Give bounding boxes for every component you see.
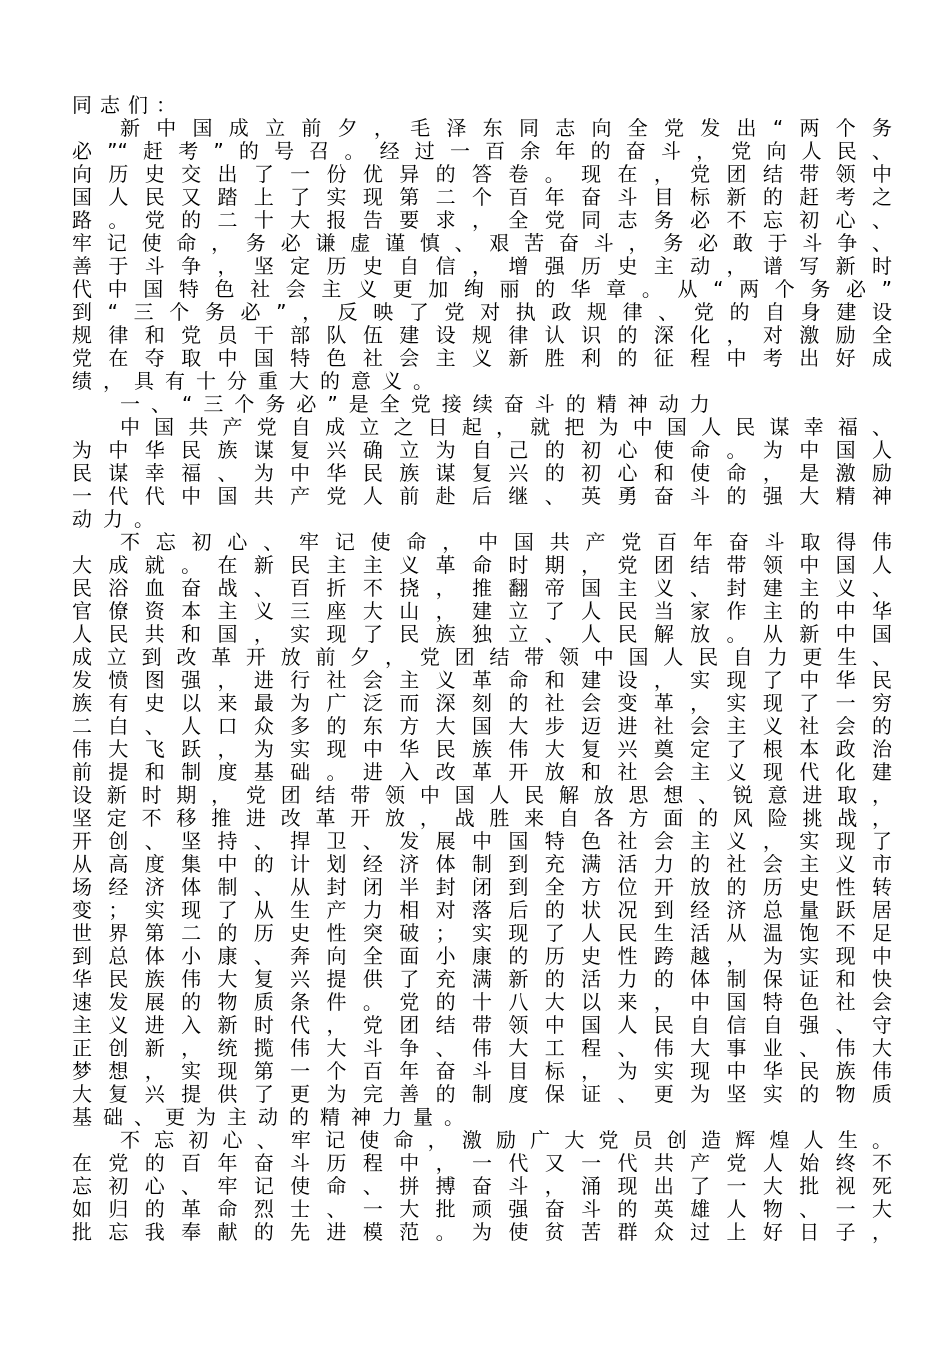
text-line: 场经济体制、从封闭半封闭到全方位开放的历史性转 (72, 875, 892, 899)
text-line: 一代代中国共产党人前赴后继、英勇奋斗的强大精神 (72, 484, 892, 508)
text-line: 忘初心、牢记使命、拼搏奋斗，涌现出了一大批视死 (72, 1174, 892, 1198)
text-line: 规律和党员干部队伍建设规律认识的深化，对激励全 (72, 323, 892, 347)
text-line: 如归的革命烈士、一大批顽强奋斗的英雄人物、一大 (72, 1197, 892, 1221)
document-page (72, 94, 892, 1244)
text-line: 动力。 (72, 507, 165, 531)
text-line: 世界第二的历史性突破；实现了人民生活从温饱不足 (72, 921, 892, 945)
text-line: 坚定不移推进改革开放，战胜来自各方面的风险挑战， (72, 806, 892, 830)
text-line: 善于斗争，坚定历史自信，增强历史主动，谱写新时 (72, 254, 892, 278)
text-line: 大复兴提供了更为完善的制度保证、更为坚实的物质 (72, 1082, 892, 1106)
text-line: 发愤图强，进行社会主义革命和建设，实现了中华民 (72, 668, 892, 692)
text-line: 族有史以来最为广泛而深刻的社会变革，实现了一穷 (72, 691, 892, 715)
text-line: 到总体小康、奔向全面小康的历史性跨越，为实现中 (72, 944, 892, 968)
text-line: 党在夺取中国特色社会主义新胜利的征程中考出好成 (72, 346, 892, 370)
text-line: 大成就。在新民主主义革命时期，党团结带领中国人 (72, 553, 892, 577)
text-line: 国人民又踏上了实现第二个百年奋斗目标新的赶考之 (72, 185, 892, 209)
text-line: 前提和制度基础。进入改革开放和社会主义现代化建 (72, 760, 892, 784)
text-line: 梦想，实现第一个百年奋斗目标，为实现中华民族伟 (72, 1059, 892, 1083)
text-line: 华民族伟大复兴提供了充满新的活力的体制保证和快 (72, 967, 892, 991)
text-line: 不忘初心、牢记使命，中国共产党百年奋斗取得伟 (120, 530, 892, 554)
text-line: 路。党的二十大报告要求，全党同志务必不忘初心、 (72, 208, 892, 232)
text-line: 必”“赶考”的号召。经过一百余年的奋斗，党向人民、 (72, 139, 892, 163)
text-line: 到“三个务必”，反映了党对执政规律、党的自身建设 (72, 300, 892, 324)
section-heading: 一、“三个务必”是全党接续奋斗的精神动力 (120, 392, 721, 416)
greeting: 同志们： (72, 93, 184, 117)
text-line: 伟大飞跃，为实现中华民族伟大复兴奠定了根本政治 (72, 737, 892, 761)
text-line: 批忘我奉献的先进模范。为使贫苦群众过上好日子， (72, 1220, 892, 1244)
text-line: 变；实现了从生产力相对落后的状况到经济总量跃居 (72, 898, 892, 922)
text-line: 基础、更为主动的精神力量。 (72, 1105, 475, 1129)
text-line: 从高度集中的计划经济体制到充满活力的社会主义市 (72, 852, 892, 876)
text-line: 正创新，统揽伟大斗争、伟大工程、伟大事业、伟大 (72, 1036, 892, 1060)
text-line: 不忘初心、牢记使命，激励广大党员创造辉煌人生。 (120, 1128, 892, 1152)
text-line: 绩，具有十分重大的意义。 (72, 369, 444, 393)
text-line: 设新时期，党团结带领中国人民解放思想、锐意进取， (72, 783, 892, 807)
text-line: 成立到改革开放前夕，党团结带领中国人民自力更生、 (72, 645, 892, 669)
text-line: 民浴血奋战、百折不挠，推翻帝国主义、封建主义、 (72, 576, 892, 600)
text-line: 为中华民族谋复兴确立为自己的初心使命。为中国人 (72, 438, 892, 462)
text-line: 开创、坚持、捍卫、发展中国特色社会主义，实现了 (72, 829, 892, 853)
text-line: 代中国特色社会主义更加绚丽的华章。从“两个务必” (72, 277, 892, 301)
text-line: 主义进入新时代，党团结带领中国人民自信自强、守 (72, 1013, 892, 1037)
text-line: 二白、人口众多的东方大国大步迈进社会主义社会的 (72, 714, 892, 738)
text-line: 向历史交出了一份优异的答卷。现在，党团结带领中 (72, 162, 892, 186)
text-line: 人民共和国，实现了民族独立、人民解放。从新中国 (72, 622, 892, 646)
text-line: 新中国成立前夕，毛泽东同志向全党发出“两个务 (120, 116, 892, 140)
text-line: 牢记使命，务必谦虚谨慎、艰苦奋斗，务必敢于斗争、 (72, 231, 892, 255)
text-line: 中国共产党自成立之日起，就把为中国人民谋幸福、 (120, 415, 892, 439)
text-line: 民谋幸福、为中华民族谋复兴的初心和使命，是激励 (72, 461, 892, 485)
text-line: 在党的百年奋斗历程中，一代又一代共产党人始终不 (72, 1151, 892, 1175)
document-body (72, 117, 892, 1244)
text-line: 速发展的物质条件。党的十八大以来，中国特色社会 (72, 990, 892, 1014)
text-line: 官僚资本主义三座大山，建立了人民当家作主的中华 (72, 599, 892, 623)
